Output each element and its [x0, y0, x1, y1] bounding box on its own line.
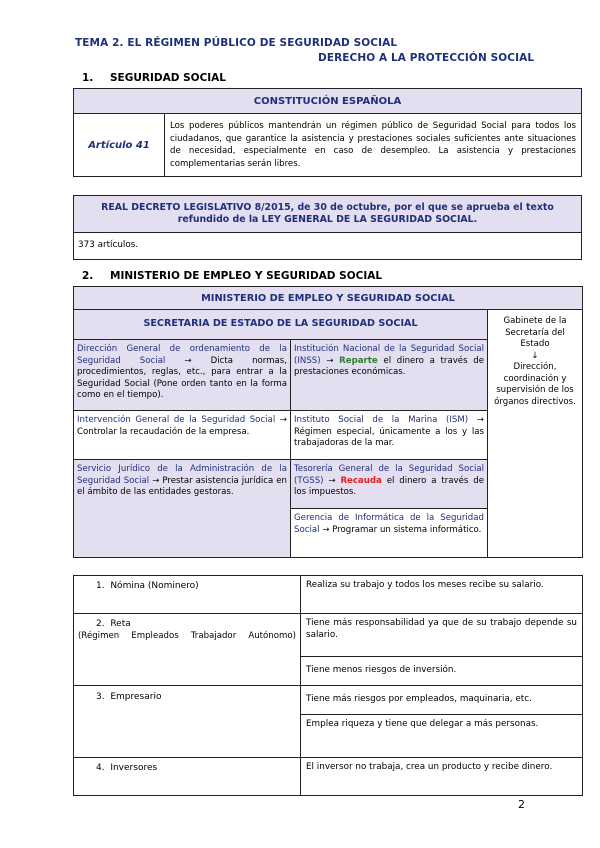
role-2-item-2: Tiene menos riesgos de inversión. — [301, 657, 583, 686]
ism-name: Instituto Social de la Marina (ISM) — [294, 415, 469, 425]
servicio-juridico-desc: → Prestar asistencia jurídica en el ámbito de las entidades gestoras. — [77, 475, 287, 497]
direccion-general-name: Dirección General de ordenamiento de la Seguridad Social — [77, 344, 287, 366]
role-3-title: Empresario — [110, 692, 162, 702]
role-4-title: Inversores — [110, 763, 158, 773]
role-row-4 — [74, 758, 301, 796]
tgss-verb: Recauda — [340, 475, 382, 486]
roles-table — [73, 575, 583, 796]
cell-servicio-juridico — [74, 460, 291, 558]
role-2-subtitle: (Régimen Empleados Trabajador Autónomo) — [78, 630, 296, 641]
section-1-number: 1. — [82, 72, 94, 84]
role-1-title: Nómina (Nominero) — [110, 581, 199, 591]
role-row-3 — [74, 686, 301, 758]
servicio-juridico-name: Servicio Jurídico de la Administración de la Seguridad Social — [77, 464, 287, 486]
role-2-title: Reta — [110, 619, 131, 629]
inss-verb: Reparte — [339, 355, 378, 366]
role-3-number: 3. — [96, 692, 105, 702]
section-2-number: 2. — [82, 270, 94, 282]
cell-intervencion-general — [74, 411, 291, 460]
constitution-table — [73, 88, 582, 177]
intervencion-general-name: Intervención General de la Seguridad Social — [77, 415, 276, 425]
real-decreto-body: 373 artículos. — [74, 233, 582, 260]
gerencia-informatica-name: Gerencia de Informática de la Seguridad Social — [294, 513, 484, 535]
cell-gerencia-informatica — [291, 509, 488, 558]
role-2-item-1: Tiene más responsabilidad ya que de su trabajo depende su salario. — [301, 614, 583, 657]
tgss-arrow: → — [323, 475, 341, 486]
secretaria-header: SECRETARIA DE ESTADO DE LA SEGURIDAD SOCIAL — [74, 310, 488, 340]
document-header-subtitle: DERECHO A LA PROTECCIÓN SOCIAL — [318, 52, 535, 64]
role-2-number: 2. — [96, 619, 105, 629]
role-row-1 — [74, 576, 301, 614]
ism-desc: → Régimen especial, únicamente a los y las trabajadoras de la mar. — [294, 415, 484, 448]
ministerio-table — [73, 286, 583, 558]
gerencia-informatica-desc: → Programar un sistema informático. — [319, 524, 482, 535]
section-1-heading — [82, 72, 226, 84]
cell-tgss — [291, 460, 488, 509]
tgss-name: Tesorería General de la Seguridad Social (TGSS) — [294, 464, 484, 486]
gabinete-title: Gabinete de la Secretaría del Estado — [503, 316, 567, 349]
real-decreto-table — [73, 195, 582, 260]
real-decreto-header: REAL DECRETO LEGISLATIVO 8/2015, de 30 de octubre, por el que se aprueba el texto refundido de la LEY GENERAL DE LA SEGURIDAD SOCIAL. — [74, 196, 582, 233]
cell-inss — [291, 340, 488, 411]
section-2-title: MINISTERIO DE EMPLEO Y SEGURIDAD SOCIAL — [110, 270, 383, 282]
down-arrow-icon: ↓ — [531, 350, 539, 361]
role-3-item-2: Emplea riqueza y tiene que delegar a más personas. — [301, 715, 583, 758]
constitution-article: Artículo 41 — [74, 114, 165, 177]
cell-ism — [291, 411, 488, 460]
inss-arrow: → — [320, 355, 340, 366]
direccion-general-desc: → Dicta normas, procedimientos, reglas, etc., para entrar a la Seguridad Social (Pone orden tanto en la forma como en el tiempo). — [77, 355, 287, 400]
role-1-number: 1. — [96, 581, 105, 591]
role-row-2 — [74, 614, 301, 686]
intervencion-general-desc: → Controlar la recaudación de la empresa. — [77, 415, 288, 437]
document-header-tema: TEMA 2. EL RÉGIMEN PÚBLICO DE SEGURIDAD SOCIAL — [75, 37, 398, 49]
section-1-title: SEGURIDAD SOCIAL — [110, 72, 227, 84]
role-3-item-1: Tiene más riesgos por empleados, maquinaria, etc. — [301, 686, 583, 715]
constitution-header: CONSTITUCIÓN ESPAÑOLA — [74, 89, 582, 114]
inss-name: Institución Nacional de la Seguridad Social (INSS) — [294, 344, 484, 366]
tgss-desc: el dinero a través de los impuestos. — [294, 475, 484, 497]
role-4-item-1: El inversor no trabaja, crea un producto y recibe dinero. — [301, 758, 583, 796]
cell-direccion-general — [74, 340, 291, 411]
constitution-article-text: Los poderes públicos mantendrán un régimen público de Seguridad Social para todos los ciudadanos, que garantice la asistencia y prestaciones sociales suficientes ante situaciones de necesidad, especialmente en caso de desempleo. La asistencia y prestaciones complementarias serán libres. — [165, 114, 582, 177]
gabinete-cell — [488, 310, 583, 558]
role-4-number: 4. — [96, 763, 105, 773]
ministerio-header: MINISTERIO DE EMPLEO Y SEGURIDAD SOCIAL — [74, 287, 583, 310]
role-1-item-1: Realiza su trabajo y todos los meses recibe su salario. — [301, 576, 583, 614]
gabinete-description: Dirección, coordinación y supervisión de los órganos directivos. — [494, 362, 576, 407]
page-number: 2 — [518, 798, 525, 811]
section-2-heading — [82, 270, 382, 282]
inss-desc: el dinero a través de prestaciones económicas. — [294, 355, 484, 377]
